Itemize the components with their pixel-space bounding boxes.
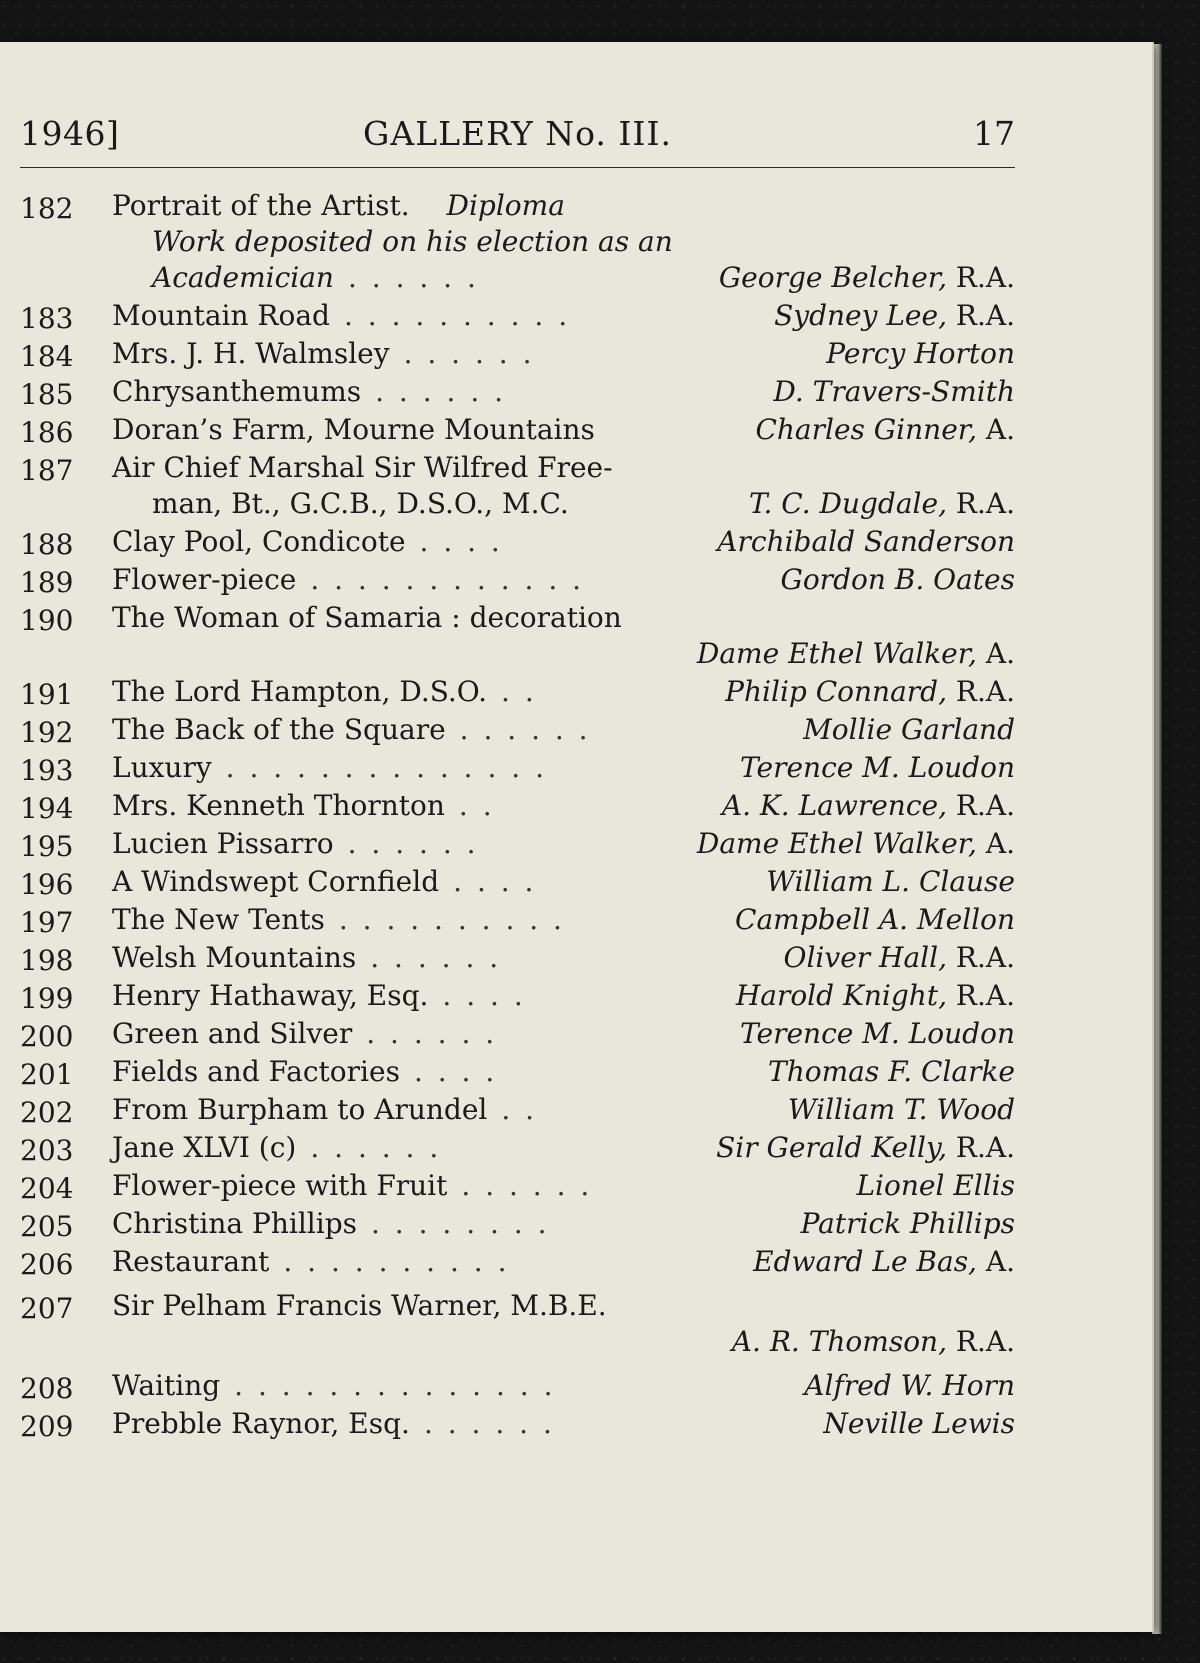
entry-number: 182	[20, 192, 74, 225]
entry-title: The Back of the Square	[112, 713, 446, 746]
entry-line	[20, 600, 1015, 636]
catalogue-entry	[20, 978, 1015, 1014]
entry-title: Jane XLVI (c)	[112, 1131, 297, 1164]
catalogue-entry	[20, 412, 1015, 448]
entry-line	[20, 1168, 1015, 1204]
entry-line	[20, 1016, 1015, 1052]
entry-line	[20, 224, 1015, 260]
entry-line	[20, 298, 1015, 334]
entry-title: Lucien Pissarro	[112, 827, 334, 860]
leader-dots: . . . . . .	[461, 1169, 593, 1202]
page-number: 17	[973, 114, 1015, 153]
artist-suffix: A.	[976, 637, 1015, 670]
entry-title: Sir Pelham Francis Warner, M.B.E.	[112, 1289, 607, 1322]
entry-line	[20, 188, 1015, 224]
leader-dots: . . . .	[442, 979, 526, 1012]
entry-number: 189	[20, 566, 74, 599]
artist-suffix: R.A.	[946, 789, 1015, 822]
leader-dots: . . . . . .	[423, 1407, 555, 1440]
leader-dots: . .	[501, 675, 537, 708]
entry-number: 186	[20, 416, 74, 449]
entry-number: 191	[20, 678, 74, 711]
entry-title-continued: man, Bt., G.C.B., D.S.O., M.C.	[152, 487, 569, 520]
entry-number: 198	[20, 944, 74, 977]
entry-title: Flower-piece	[112, 563, 297, 596]
entry-title: Portrait of the Artist. Diploma	[112, 189, 565, 222]
artist-name: Sydney Lee, R.A.	[774, 299, 1015, 332]
entry-line	[20, 674, 1015, 710]
entry-line	[20, 978, 1015, 1014]
entry-title: Prebble Raynor, Esq.	[112, 1407, 410, 1440]
leader-dots: . .	[501, 1093, 538, 1126]
entry-note: Work deposited on his election as an	[152, 225, 673, 258]
catalogue-entry	[20, 1016, 1015, 1052]
entry-title: The New Tents	[112, 903, 325, 936]
artist-name: Dame Ethel Walker, A.	[696, 827, 1015, 860]
artist-name: Philip Connard, R.A.	[725, 675, 1015, 708]
entry-number: 203	[20, 1134, 74, 1167]
entry-line	[20, 486, 1015, 522]
artist-name: Gordon B. Oates	[780, 563, 1015, 596]
artist-name: Lionel Ellis	[856, 1169, 1015, 1202]
artist-name: Neville Lewis	[823, 1407, 1015, 1440]
artist-name: Archibald Sanderson	[717, 525, 1015, 558]
catalogue-entry	[20, 1244, 1015, 1280]
catalogue-entry	[20, 562, 1015, 598]
entry-line	[20, 524, 1015, 560]
artist-suffix: R.A.	[946, 979, 1015, 1012]
entry-title-italic: Diploma	[437, 189, 565, 222]
entry-line	[20, 902, 1015, 938]
leader-dots: . . . . . . . .	[371, 1207, 550, 1240]
entry-line	[20, 412, 1015, 448]
entry-number: 195	[20, 830, 74, 863]
entry-number: 207	[20, 1292, 74, 1325]
catalogue-entry	[20, 1206, 1015, 1242]
entry-title: Chrysanthemums	[112, 375, 362, 408]
entry-title: Fields and Factories	[112, 1055, 400, 1088]
entry-number: 201	[20, 1058, 74, 1091]
entry-title: Luxury	[112, 751, 212, 784]
entry-title: Mountain Road	[112, 299, 330, 332]
entry-spacer	[20, 1360, 1015, 1368]
leader-dots: . . . . . . . . . . . . . .	[225, 751, 547, 784]
catalogue-entry	[20, 1168, 1015, 1204]
artist-suffix: R.A.	[946, 487, 1015, 520]
entry-number: 200	[20, 1020, 74, 1053]
artist-name: Dame Ethel Walker, A.	[696, 637, 1015, 670]
entry-title: Green and Silver	[112, 1017, 353, 1050]
artist-suffix: A.	[976, 413, 1015, 446]
artist-name: William L. Clause	[766, 865, 1015, 898]
leader-dots: . . . .	[453, 865, 537, 898]
entry-number: 204	[20, 1172, 74, 1205]
entry-note: Academician	[152, 261, 334, 294]
entry-line	[20, 826, 1015, 862]
artist-name: A. K. Lawrence, R.A.	[721, 789, 1015, 822]
page-title: GALLERY No. III.	[363, 114, 672, 153]
entry-line	[20, 1130, 1015, 1166]
entry-title: Air Chief Marshal Sir Wilfred Free-	[112, 451, 613, 484]
artist-suffix: R.A.	[946, 261, 1015, 294]
entry-line	[20, 1324, 1015, 1360]
artist-name: Percy Horton	[826, 337, 1015, 370]
leader-dots: . .	[458, 789, 495, 822]
entry-title: Mrs. J. H. Walmsley	[112, 337, 390, 370]
entry-line	[20, 260, 1015, 296]
entry-line	[20, 1406, 1015, 1442]
leader-dots: . . . . . . . . . .	[343, 299, 571, 332]
entry-title: Doran’s Farm, Mourne Mountains	[112, 413, 595, 446]
entry-line	[20, 1368, 1015, 1404]
leader-dots: . . . . . .	[370, 941, 502, 974]
entry-title: The Lord Hampton, D.S.O.	[112, 675, 488, 708]
entry-title: A Windswept Cornfield	[112, 865, 440, 898]
entry-spacer	[20, 1280, 1015, 1288]
artist-name: Harold Knight, R.A.	[735, 979, 1015, 1012]
catalogue-entry	[20, 600, 1015, 672]
artist-name: Campbell A. Mellon	[735, 903, 1015, 936]
catalogue-entry	[20, 524, 1015, 560]
artist-name: Mollie Garland	[803, 713, 1015, 746]
catalogue-entry	[20, 1288, 1015, 1360]
artist-name: Charles Ginner, A.	[755, 413, 1015, 446]
entry-number: 196	[20, 868, 74, 901]
entry-title: Clay Pool, Condicote	[112, 525, 406, 558]
artist-suffix: R.A.	[946, 1325, 1015, 1358]
entry-number: 185	[20, 378, 74, 411]
entry-title: Restaurant	[112, 1245, 270, 1278]
catalogue-entry	[20, 336, 1015, 372]
artist-suffix: A.	[976, 1245, 1015, 1278]
leader-dots: . . . .	[419, 525, 503, 558]
artist-name: Thomas F. Clarke	[768, 1055, 1015, 1088]
leader-dots: . . . . . . . . . . . .	[310, 563, 585, 596]
entry-title: Waiting	[112, 1369, 221, 1402]
artist-name: Terence M. Loudon	[740, 1017, 1015, 1050]
entry-title: Welsh Mountains	[112, 941, 357, 974]
catalogue-entry	[20, 674, 1015, 710]
entry-line	[20, 864, 1015, 900]
artist-suffix: R.A.	[946, 299, 1015, 332]
entry-number: 206	[20, 1248, 74, 1281]
catalogue-list	[20, 188, 1015, 1444]
entry-line	[20, 1092, 1015, 1128]
catalogue-entry	[20, 1406, 1015, 1442]
catalogue-entry	[20, 940, 1015, 976]
catalogue-entry	[20, 298, 1015, 334]
page-header	[20, 114, 1015, 168]
catalogue-entry	[20, 902, 1015, 938]
entry-line	[20, 336, 1015, 372]
header-year: 1946]	[20, 114, 120, 153]
entry-title: The Woman of Samaria : decoration	[112, 601, 622, 634]
leader-dots: . . . . . .	[459, 713, 591, 746]
entry-number: 208	[20, 1372, 74, 1405]
entry-line	[20, 562, 1015, 598]
page-edge	[1152, 44, 1162, 1634]
catalogue-entry	[20, 188, 1015, 296]
artist-name: Edward Le Bas, A.	[753, 1245, 1015, 1278]
leader-dots: . . . . . . . . . . . . . .	[234, 1369, 556, 1402]
artist-name: Sir Gerald Kelly, R.A.	[716, 1131, 1015, 1164]
entry-line	[20, 450, 1015, 486]
leader-dots: . . . . . .	[375, 375, 507, 408]
entry-number: 197	[20, 906, 74, 939]
entry-title: Flower-piece with Fruit	[112, 1169, 448, 1202]
entry-number: 183	[20, 302, 74, 335]
catalogue-entry	[20, 450, 1015, 522]
catalogue-entry	[20, 712, 1015, 748]
entry-title: Henry Hathaway, Esq.	[112, 979, 429, 1012]
entry-line	[20, 1244, 1015, 1280]
entry-line	[20, 712, 1015, 748]
entry-line	[20, 940, 1015, 976]
catalogue-entry	[20, 750, 1015, 786]
entry-spacer	[20, 1442, 1015, 1444]
artist-name: T. C. Dugdale, R.A.	[748, 487, 1015, 520]
catalogue-entry	[20, 864, 1015, 900]
artist-suffix: A.	[976, 827, 1015, 860]
leader-dots: . . . . . .	[403, 337, 535, 370]
entry-number: 187	[20, 454, 74, 487]
artist-suffix: R.A.	[946, 941, 1015, 974]
entry-line	[20, 788, 1015, 824]
artist-name: Oliver Hall, R.A.	[783, 941, 1015, 974]
entry-line	[20, 1288, 1015, 1324]
artist-name: A. R. Thomson, R.A.	[731, 1325, 1015, 1358]
leader-dots: . . . . . .	[310, 1131, 442, 1164]
leader-dots: . . . . . . . . . .	[283, 1245, 510, 1278]
entry-number: 199	[20, 982, 74, 1015]
leader-dots: . . . .	[413, 1055, 498, 1088]
leader-dots: . . . . . .	[366, 1017, 498, 1050]
entry-number: 188	[20, 528, 74, 561]
artist-suffix: R.A.	[946, 675, 1015, 708]
entry-line	[20, 636, 1015, 672]
header-rule	[20, 167, 1015, 168]
catalogue-entry	[20, 826, 1015, 862]
entry-number: 194	[20, 792, 74, 825]
leader-dots: . . . . . .	[347, 827, 479, 860]
entry-number: 190	[20, 604, 74, 637]
catalogue-entry	[20, 1092, 1015, 1128]
artist-name: Patrick Phillips	[800, 1207, 1015, 1240]
entry-number: 205	[20, 1210, 74, 1243]
catalogue-entry	[20, 1130, 1015, 1166]
catalogue-entry	[20, 1368, 1015, 1404]
leader-dots: . . . . . .	[347, 261, 479, 294]
catalogue-entry	[20, 1054, 1015, 1090]
entry-line	[20, 374, 1015, 410]
entry-line	[20, 1054, 1015, 1090]
entry-number: 192	[20, 716, 74, 749]
artist-suffix: R.A.	[946, 1131, 1015, 1164]
artist-name: Terence M. Loudon	[740, 751, 1015, 784]
artist-name: George Belcher, R.A.	[718, 261, 1015, 294]
entry-title: Mrs. Kenneth Thornton	[112, 789, 445, 822]
leader-dots: . . . . . . . . . .	[338, 903, 565, 936]
artist-name: Alfred W. Horn	[804, 1369, 1015, 1402]
entry-title: From Burpham to Arundel	[112, 1093, 488, 1126]
artist-name: D. Travers-Smith	[773, 375, 1015, 408]
catalogue-entry	[20, 374, 1015, 410]
entry-title: Christina Phillips	[112, 1207, 357, 1240]
entry-line	[20, 1206, 1015, 1242]
artist-name: William T. Wood	[787, 1093, 1015, 1126]
entry-number: 184	[20, 340, 74, 373]
catalogue-entry	[20, 788, 1015, 824]
entry-number: 193	[20, 754, 74, 787]
entry-number: 202	[20, 1096, 74, 1129]
entry-number: 209	[20, 1410, 74, 1443]
entry-line	[20, 750, 1015, 786]
